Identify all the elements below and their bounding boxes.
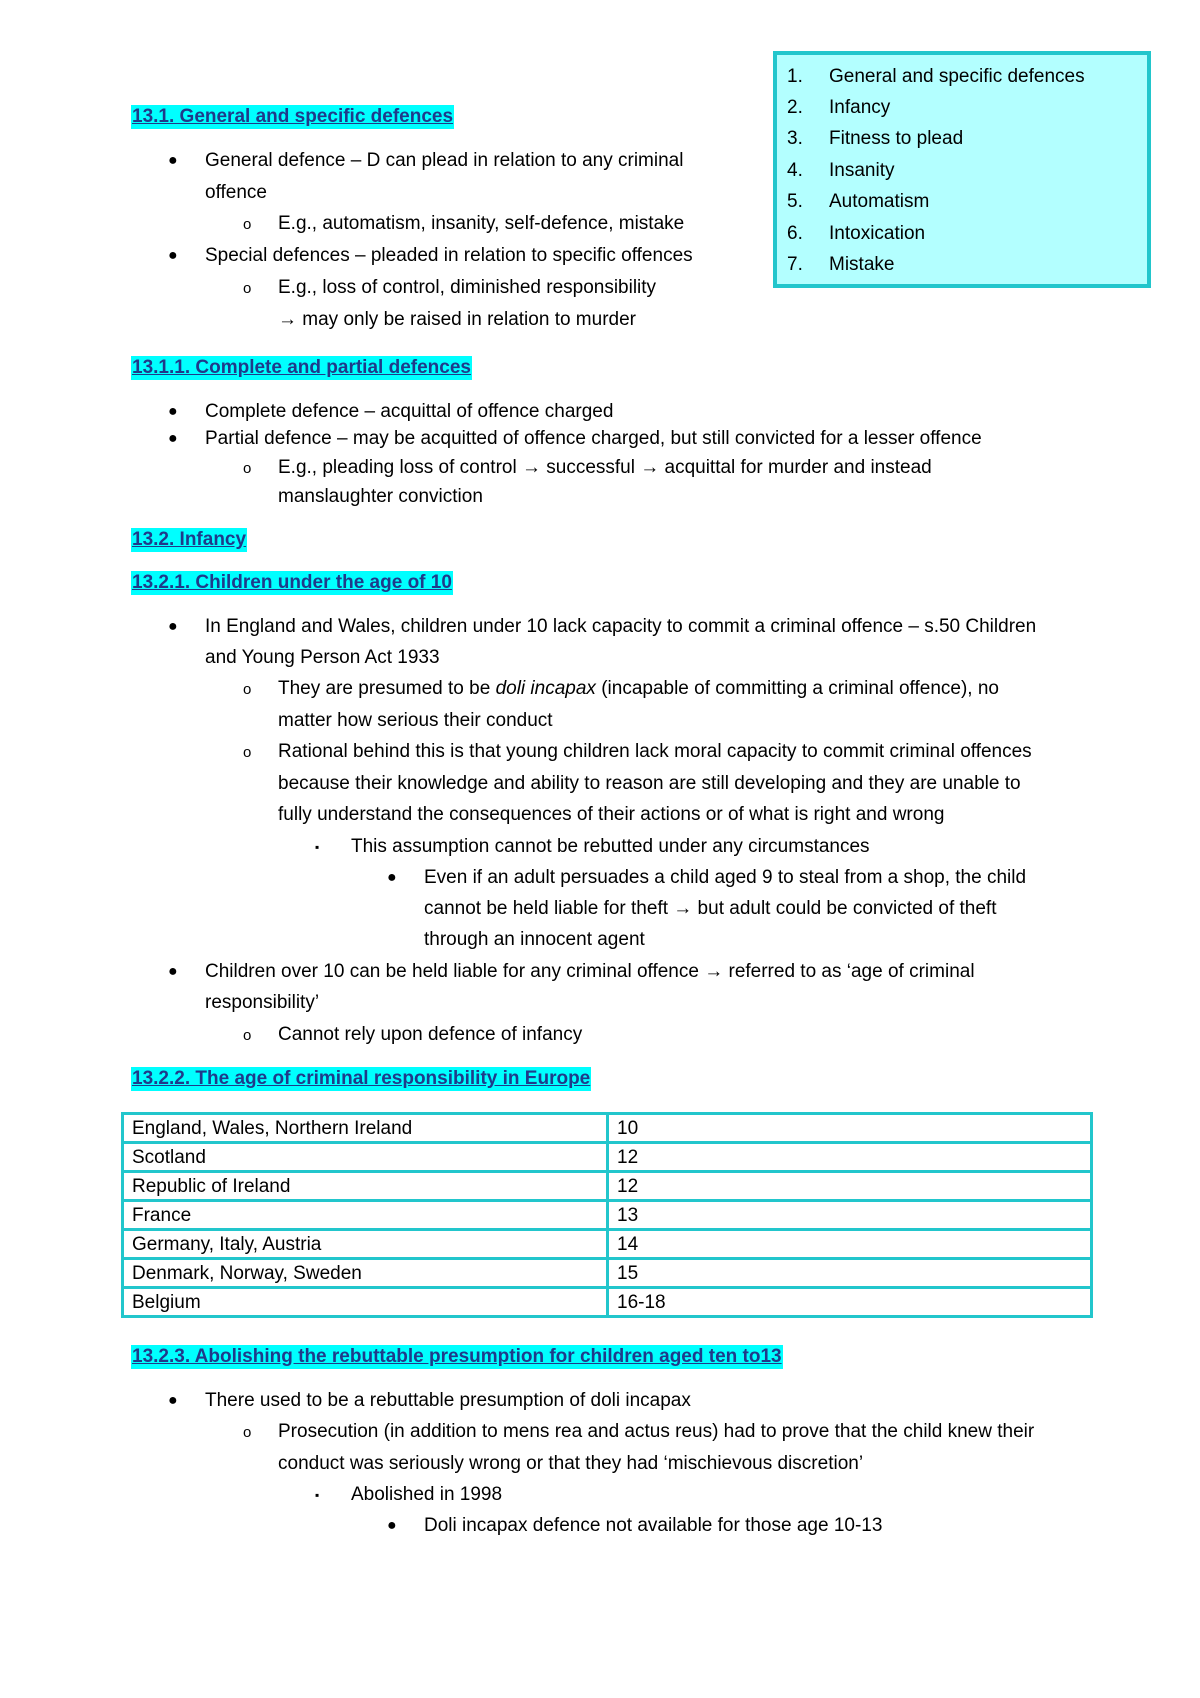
- bullet-icon: ●: [387, 1517, 397, 1534]
- circle-bullet-icon: o: [243, 216, 252, 233]
- age-cell: 15: [608, 1259, 1092, 1288]
- table-row: [123, 1259, 1092, 1288]
- bullet-icon: ●: [168, 247, 178, 264]
- contents-item: [787, 222, 925, 246]
- contents-item-label: Infancy: [829, 97, 891, 118]
- table-row: [123, 1201, 1092, 1230]
- contents-item-number: 1.: [787, 66, 803, 87]
- country-cell: England, Wales, Northern Ireland: [123, 1114, 608, 1143]
- table-row: [123, 1230, 1092, 1259]
- age-cell: 13: [608, 1201, 1092, 1230]
- circle-bullet-icon: o: [243, 681, 252, 698]
- text-line: fully understand the consequences of their actions or of what is right and wrong: [278, 804, 945, 825]
- country-cell: Scotland: [123, 1143, 608, 1172]
- text-line: Abolished in 1998: [351, 1484, 503, 1505]
- contents-item-label: Fitness to plead: [829, 128, 964, 149]
- text-line: E.g., pleading loss of control → successful → acquittal for murder and instead: [278, 457, 932, 478]
- text-line: There used to be a rebuttable presumption of doli incapax: [205, 1390, 691, 1411]
- country-cell: France: [123, 1201, 608, 1230]
- circle-bullet-icon: o: [243, 744, 252, 761]
- circle-bullet-icon: o: [243, 1424, 252, 1441]
- contents-item: [787, 253, 894, 277]
- text-line: and Young Person Act 1933: [205, 647, 440, 668]
- contents-box: [773, 51, 1151, 288]
- bullet-icon: ●: [168, 430, 178, 447]
- table-row: [123, 1288, 1092, 1317]
- table-row: [123, 1143, 1092, 1172]
- age-cell: 16-18: [608, 1288, 1092, 1317]
- contents-item-number: 3.: [787, 128, 803, 149]
- bullet-icon: ●: [387, 869, 397, 886]
- square-bullet-icon: ▪: [315, 1488, 320, 1502]
- contents-item-number: 6.: [787, 223, 803, 244]
- text-line: Doli incapax defence not available for those age 10-13: [424, 1515, 883, 1536]
- text-line: Children over 10 can be held liable for any criminal offence → referred to as ‘age of criminal: [205, 961, 975, 982]
- table-row: [123, 1172, 1092, 1201]
- contents-item-label: Mistake: [829, 254, 895, 275]
- contents-item-number: 4.: [787, 160, 803, 181]
- age-responsibility-table: [121, 1112, 1093, 1318]
- contents-item: [787, 96, 890, 120]
- bullet-icon: ●: [168, 403, 178, 420]
- contents-item: [787, 190, 929, 214]
- text-line: through an innocent agent: [424, 929, 645, 950]
- contents-item: [787, 127, 963, 151]
- contents-item-label: Automatism: [829, 191, 930, 212]
- age-cell: 12: [608, 1172, 1092, 1201]
- bullet-icon: ●: [168, 618, 178, 635]
- text-line: General defence – D can plead in relation to any criminal: [205, 150, 684, 171]
- contents-item-number: 5.: [787, 191, 803, 212]
- text-line: Partial defence – may be acquitted of offence charged, but still convicted for a lesser offence: [205, 428, 982, 449]
- table-row: [123, 1114, 1092, 1143]
- square-bullet-icon: ▪: [315, 840, 320, 854]
- age-cell: 12: [608, 1143, 1092, 1172]
- text-line: Cannot rely upon defence of infancy: [278, 1024, 583, 1045]
- text-line: Special defences – pleaded in relation to specific offences: [205, 245, 693, 266]
- text-run: They are presumed to be: [278, 678, 496, 699]
- age-cell: 10: [608, 1114, 1092, 1143]
- contents-item-label: Intoxication: [829, 223, 926, 244]
- text-line: Rational behind this is that young children lack moral capacity to commit criminal offences: [278, 741, 1032, 762]
- text-line: responsibility’: [205, 992, 320, 1013]
- section-heading-13-1: 13.1. General and specific defences: [132, 106, 454, 127]
- text-run: (incapable of committing a criminal offence), no: [595, 678, 999, 699]
- section-heading-13-2-2: 13.2.2. The age of criminal responsibility in Europe: [132, 1068, 591, 1089]
- contents-item-label: General and specific defences: [829, 66, 1085, 87]
- contents-item-number: 2.: [787, 97, 803, 118]
- country-cell: Denmark, Norway, Sweden: [123, 1259, 608, 1288]
- circle-bullet-icon: o: [243, 280, 252, 297]
- country-cell: Republic of Ireland: [123, 1172, 608, 1201]
- text-line: because their knowledge and ability to reason are still developing and they are unable to: [278, 773, 1021, 794]
- text-line: In England and Wales, children under 10 lack capacity to commit a criminal offence – s.50 Children: [205, 616, 1037, 637]
- text-line: E.g., loss of control, diminished responsibility: [278, 277, 657, 298]
- contents-item: [787, 65, 1085, 89]
- text-line: manslaughter conviction: [278, 486, 483, 507]
- section-heading-13-1-1: 13.1.1. Complete and partial defences: [132, 357, 471, 378]
- text-line: Complete defence – acquittal of offence charged: [205, 401, 614, 422]
- text-line: → may only be raised in relation to murder: [278, 309, 636, 330]
- circle-bullet-icon: o: [243, 1027, 252, 1044]
- text-line: conduct was seriously wrong or that they had ‘mischievous discretion’: [278, 1453, 864, 1474]
- text-line: cannot be held liable for theft → but adult could be convicted of theft: [424, 898, 997, 919]
- text-line: Prosecution (in addition to mens rea and actus reus) had to prove that the child knew their: [278, 1421, 1035, 1442]
- text-line: [278, 677, 999, 701]
- age-cell: 14: [608, 1230, 1092, 1259]
- circle-bullet-icon: o: [243, 460, 252, 477]
- latin-term: doli incapax: [495, 678, 596, 699]
- country-cell: Belgium: [123, 1288, 608, 1317]
- country-cell: Germany, Italy, Austria: [123, 1230, 608, 1259]
- text-line: E.g., automatism, insanity, self-defence, mistake: [278, 213, 685, 234]
- text-line: This assumption cannot be rebutted under any circumstances: [351, 836, 870, 857]
- bullet-icon: ●: [168, 963, 178, 980]
- contents-item-number: 7.: [787, 254, 803, 275]
- text-line: offence: [205, 182, 267, 203]
- contents-item-label: Insanity: [829, 160, 895, 181]
- text-line: matter how serious their conduct: [278, 710, 553, 731]
- contents-item: [787, 159, 894, 183]
- text-line: Even if an adult persuades a child aged 9 to steal from a shop, the child: [424, 867, 1027, 888]
- bullet-icon: ●: [168, 152, 178, 169]
- section-heading-13-2-1: 13.2.1. Children under the age of 10: [132, 572, 452, 593]
- section-heading-13-2: 13.2. Infancy: [132, 529, 247, 550]
- bullet-icon: ●: [168, 1392, 178, 1409]
- section-heading-13-2-3: 13.2.3. Abolishing the rebuttable presumption for children aged ten to13: [132, 1346, 782, 1367]
